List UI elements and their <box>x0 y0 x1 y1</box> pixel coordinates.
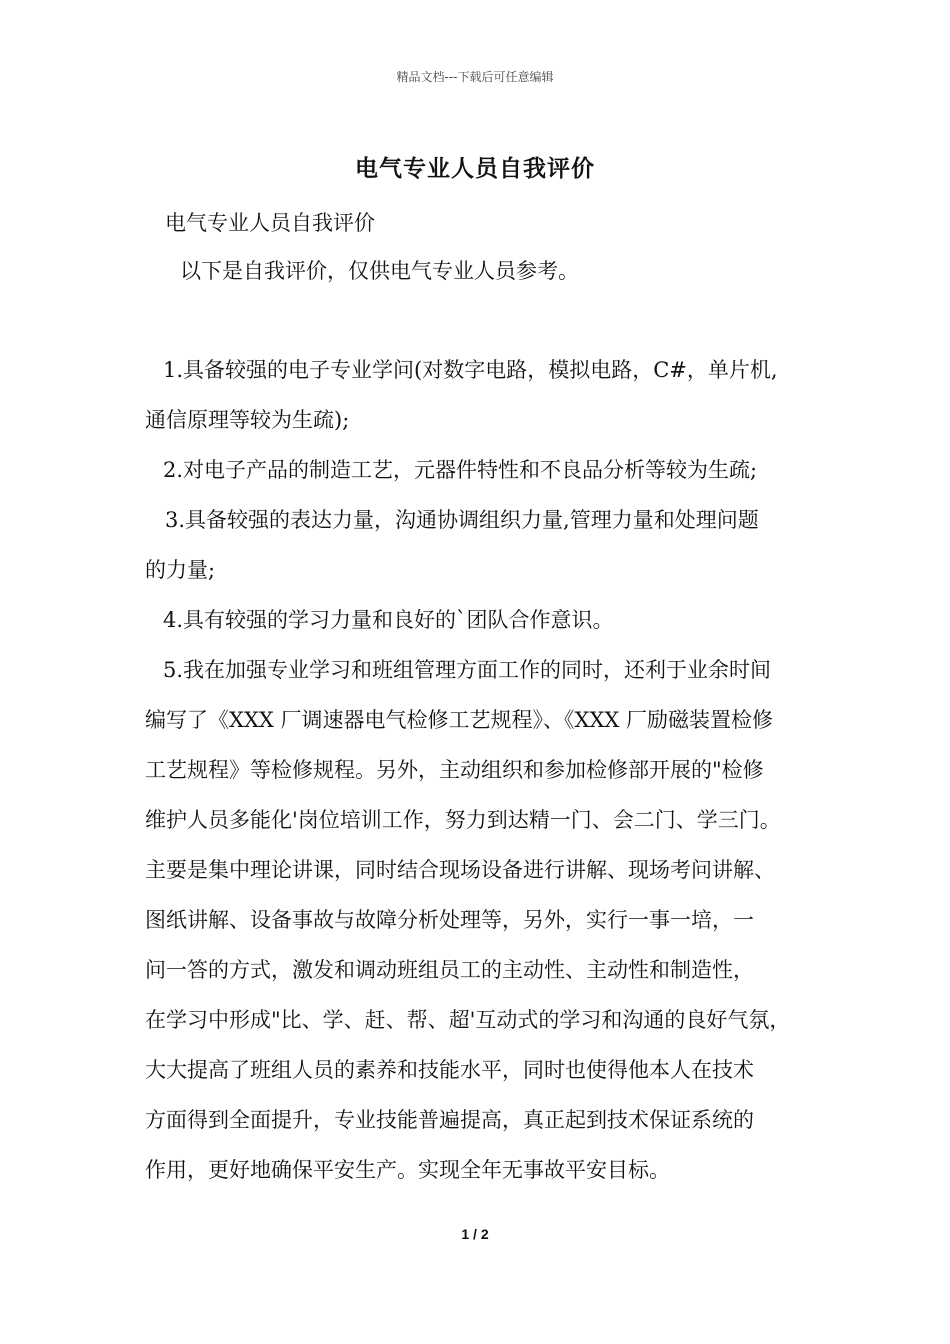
body-line-10: 维护人员多能化'岗位培训工作，努力到达精一门、会二门、学三门。 <box>145 808 781 832</box>
document-intro: 以下是自我评价，仅供电气专业人员参考。 <box>180 259 579 283</box>
body-line-9: 工艺规程》等检修规程。另外，主动组织和参加检修部开展的"检修 <box>145 758 764 782</box>
body-line-12: 图纸讲解、设备事故与故障分析处理等，另外，实行一事一培，一 <box>145 908 754 932</box>
body-line-6: 4.具有较强的学习力量和良好的`团队合作意识。 <box>163 608 614 632</box>
body-line-5: 的力量; <box>145 558 216 582</box>
body-line-17: 作用，更好地确保平安生产。实现全年无事故平安目标。 <box>145 1158 670 1182</box>
body-line-3: 2.对电子产品的制造工艺，元器件特性和不良品分析等较为生疏; <box>163 458 758 482</box>
body-line-2: 通信原理等较为生疏); <box>145 408 350 432</box>
page-number: 1 / 2 <box>461 1226 489 1242</box>
body-line-7: 5.我在加强专业学习和班组管理方面工作的同时，还利于业余时间 <box>163 658 772 682</box>
body-line-16: 方面得到全面提升，专业技能普遍提高，真正起到技术保证系统的 <box>145 1108 754 1132</box>
document-title: 电气专业人员自我评价 <box>355 155 595 182</box>
body-line-8: 编写了《XXX 厂调速器电气检修工艺规程》、《XXX 厂励磁装置检修 <box>145 708 774 732</box>
body-line-4: 3.具备较强的表达力量，沟通协调组织力量,管理力量和处理问题 <box>165 508 759 532</box>
header-note: 精品文档---下载后可任意编辑 <box>396 70 554 84</box>
body-line-1: 1.具备较强的电子专业学问(对数字电路，模拟电路，C#，单片机, <box>163 358 778 382</box>
body-line-15: 大大提高了班组人员的素养和技能水平，同时也使得他本人在技术 <box>145 1058 754 1082</box>
document-subtitle: 电气专业人员自我评价 <box>165 211 375 235</box>
body-line-14: 在学习中形成"比、学、赶、帮、超'互动式的学习和沟通的良好气氛， <box>145 1008 791 1032</box>
body-line-11: 主要是集中理论讲课，同时结合现场设备进行讲解、现场考问讲解、 <box>145 858 775 882</box>
body-line-13: 问一答的方式，激发和调动班组员工的主动性、主动性和制造性， <box>145 958 754 982</box>
